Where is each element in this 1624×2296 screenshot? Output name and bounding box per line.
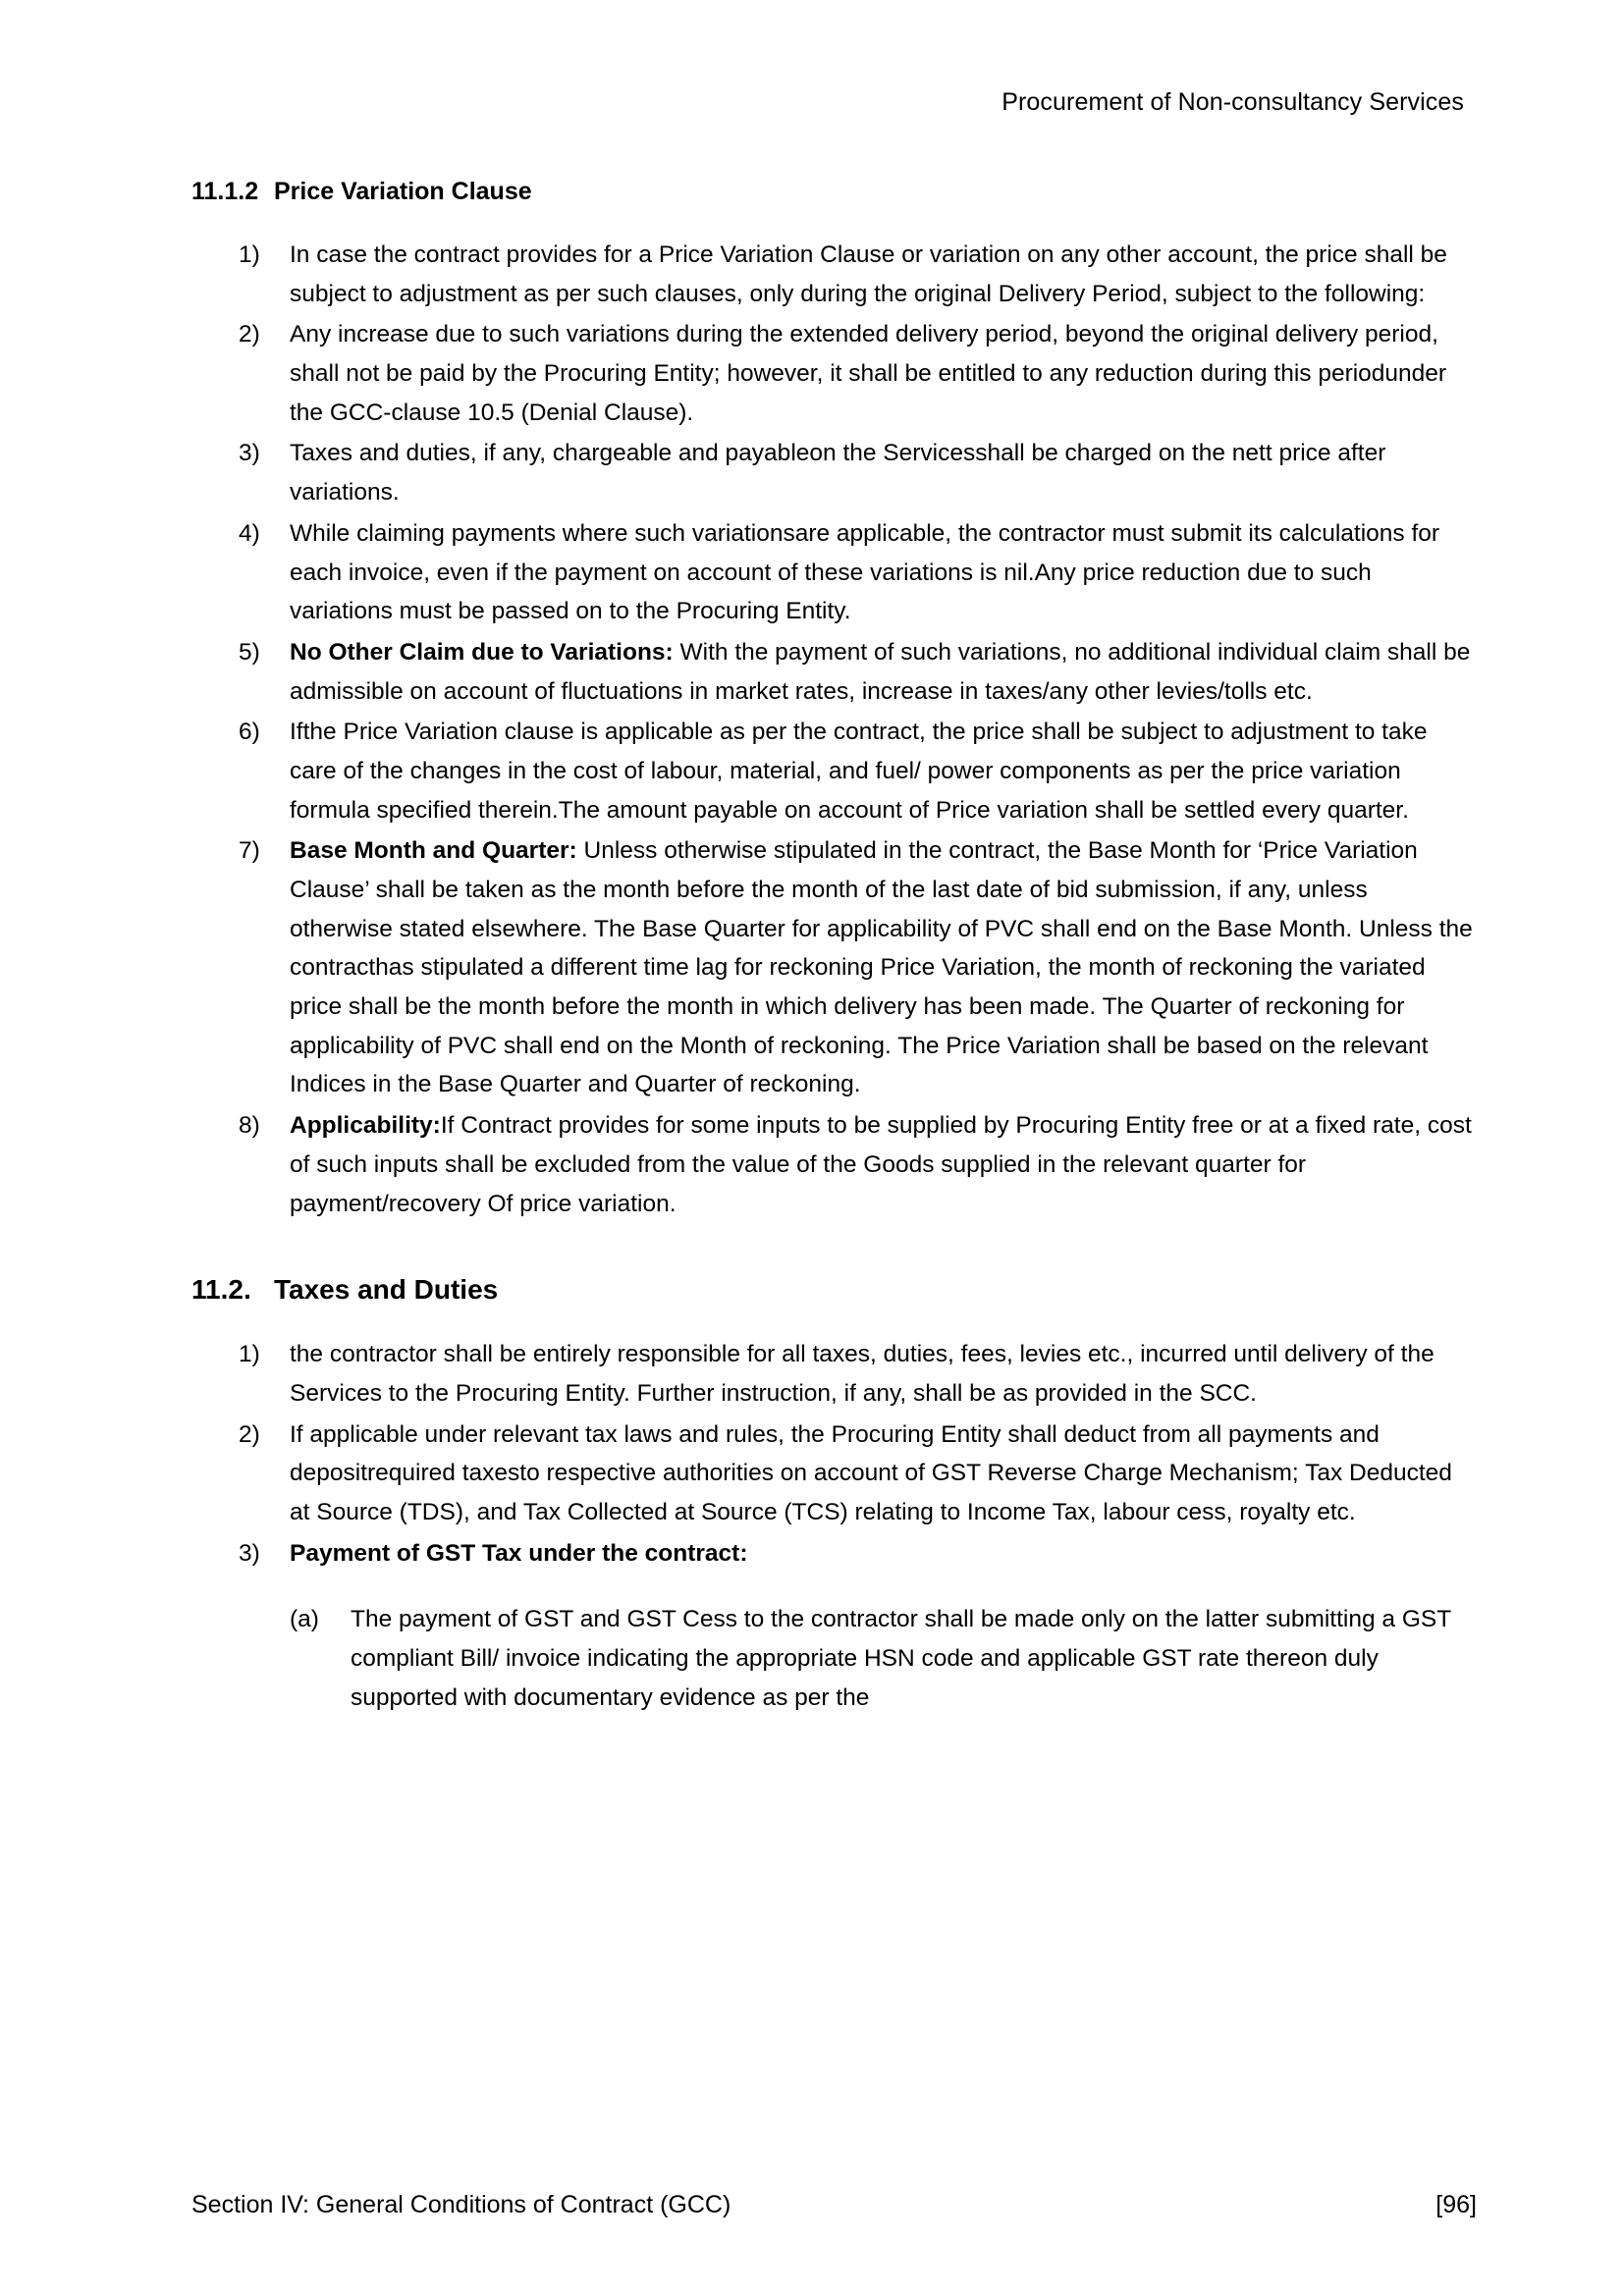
list-item xyxy=(191,315,1477,432)
list-marker: 1) xyxy=(239,241,260,268)
sublist-item xyxy=(290,1600,1477,1717)
list-marker: 2) xyxy=(239,321,260,348)
list-marker: 4) xyxy=(239,519,260,547)
page-header: Procurement of Non-consultancy Services xyxy=(1001,88,1464,116)
list-marker: 2) xyxy=(239,1420,260,1448)
list-marker: 8) xyxy=(239,1112,260,1140)
sublist-payment-gst xyxy=(290,1600,1477,1717)
list-text: If Contract provides for some inputs to be supplied by Procuring Entity free or at a fixed rate, cost of such inputs shall be excluded from the value of the Goods supplied in the relevant quarter for payment/recovery Of price variation. xyxy=(290,1112,1472,1217)
list-item xyxy=(191,831,1477,1104)
list-section-11-1-2 xyxy=(191,236,1477,1223)
section-heading-11-2 xyxy=(191,1274,1477,1306)
list-item xyxy=(191,434,1477,511)
list-marker: 3) xyxy=(239,1539,260,1567)
section-number: 11.1.2 xyxy=(191,178,259,205)
list-lead: Applicability: xyxy=(290,1112,441,1140)
section-title: Taxes and Duties xyxy=(274,1274,499,1306)
list-lead: No Other Claim due to Variations: xyxy=(290,638,674,666)
list-lead: Payment of GST Tax under the contract: xyxy=(290,1539,748,1567)
list-section-11-2 xyxy=(191,1335,1477,1573)
section-title: Price Variation Clause xyxy=(274,178,532,205)
list-text: Any increase due to such variations during the extended delivery period, beyond the original delivery period, shall not be paid by the Procuring Entity; however, it shall be entitled to any reduction during this periodunder the GCC-clause 10.5 (Denial Clause). xyxy=(290,321,1447,426)
section-heading-11-1-2 xyxy=(191,178,1477,206)
footer-left: Section IV: General Conditions of Contract (GCC) xyxy=(191,2191,731,2218)
list-marker: 1) xyxy=(239,1341,260,1368)
list-item xyxy=(191,633,1477,711)
list-text: If applicable under relevant tax laws and rules, the Procuring Entity shall deduct from all payments and depositrequired taxesto respective authorities on account of GST Reverse Charge Mechanism; Tax Deducted at Source (TDS), and Tax Collected at Source (TCS) relating to Income Tax, labour cess, royalty etc. xyxy=(290,1420,1452,1525)
list-text: While claiming payments where such variationsare applicable, the contractor must submit its calculations for each invoice, even if the payment on account of these variations is nil.Any price reduction due to such variations must be passed on to the Procuring Entity. xyxy=(290,519,1440,625)
section-number: 11.2. xyxy=(191,1274,251,1306)
list-item xyxy=(191,1106,1477,1223)
sublist-marker: (a) xyxy=(290,1606,319,1633)
list-marker: 6) xyxy=(239,719,260,746)
sublist-wrapper xyxy=(191,1600,1477,1717)
list-item xyxy=(191,713,1477,829)
footer-page-number: [96] xyxy=(1435,2191,1477,2218)
list-item xyxy=(191,1415,1477,1532)
list-item xyxy=(191,236,1477,313)
list-marker: 3) xyxy=(239,440,260,467)
list-item xyxy=(191,514,1477,631)
list-text: the contractor shall be entirely responsible for all taxes, duties, fees, levies etc., incurred until delivery of the Services to the Procuring Entity. Further instruction, if any, shall be as provided in the SCC. xyxy=(290,1341,1435,1407)
list-item xyxy=(191,1335,1477,1413)
list-text: Taxes and duties, if any, chargeable and payableon the Servicesshall be charged on the nett price after variations. xyxy=(290,440,1386,507)
list-item xyxy=(191,1534,1477,1574)
list-text: In case the contract provides for a Price Variation Clause or variation on any other account, the price shall be subject to adjustment as per such clauses, only during the original Delivery Period, subject to the following: xyxy=(290,241,1447,307)
page-footer xyxy=(191,2191,1477,2219)
list-text: Ifthe Price Variation clause is applicable as per the contract, the price shall be subject to adjustment to take care of the changes in the cost of labour, material, and fuel/ power components as per the price variation formula specified therein.The amount payable on account of Price variation shall be settled every quarter. xyxy=(290,719,1428,824)
list-text: With the payment of such variations, no additional individual claim shall be admissible on account of fluctuations in market rates, increase in taxes/any other levies/tolls etc. xyxy=(290,638,1471,705)
sublist-text: The payment of GST and GST Cess to the contractor shall be made only on the latter submitting a GST compliant Bill/ invoice indicating the appropriate HSN code and applicable GST rate thereon duly supported with documentary evidence as per the xyxy=(351,1606,1451,1711)
list-lead: Base Month and Quarter: xyxy=(290,837,577,865)
list-marker: 7) xyxy=(239,837,260,865)
list-text: Unless otherwise stipulated in the contract, the Base Month for ‘Price Variation Clause’ shall be taken as the month before the month of the last date of bid submission, if any, unless otherwise stated elsewhere. The Base Quarter for applicability of PVC shall end on the Base Month. Unless the contracthas stipulated a different time lag for reckoning Price Variation, the month of reckoning the variated price shall be the month before the month in which delivery has been made. The Quarter of reckoning for applicability of PVC shall end on the Month of reckoning. The Price Variation shall be based on the relevant Indices in the Base Quarter and Quarter of reckoning. xyxy=(290,837,1473,1098)
list-marker: 5) xyxy=(239,638,260,666)
